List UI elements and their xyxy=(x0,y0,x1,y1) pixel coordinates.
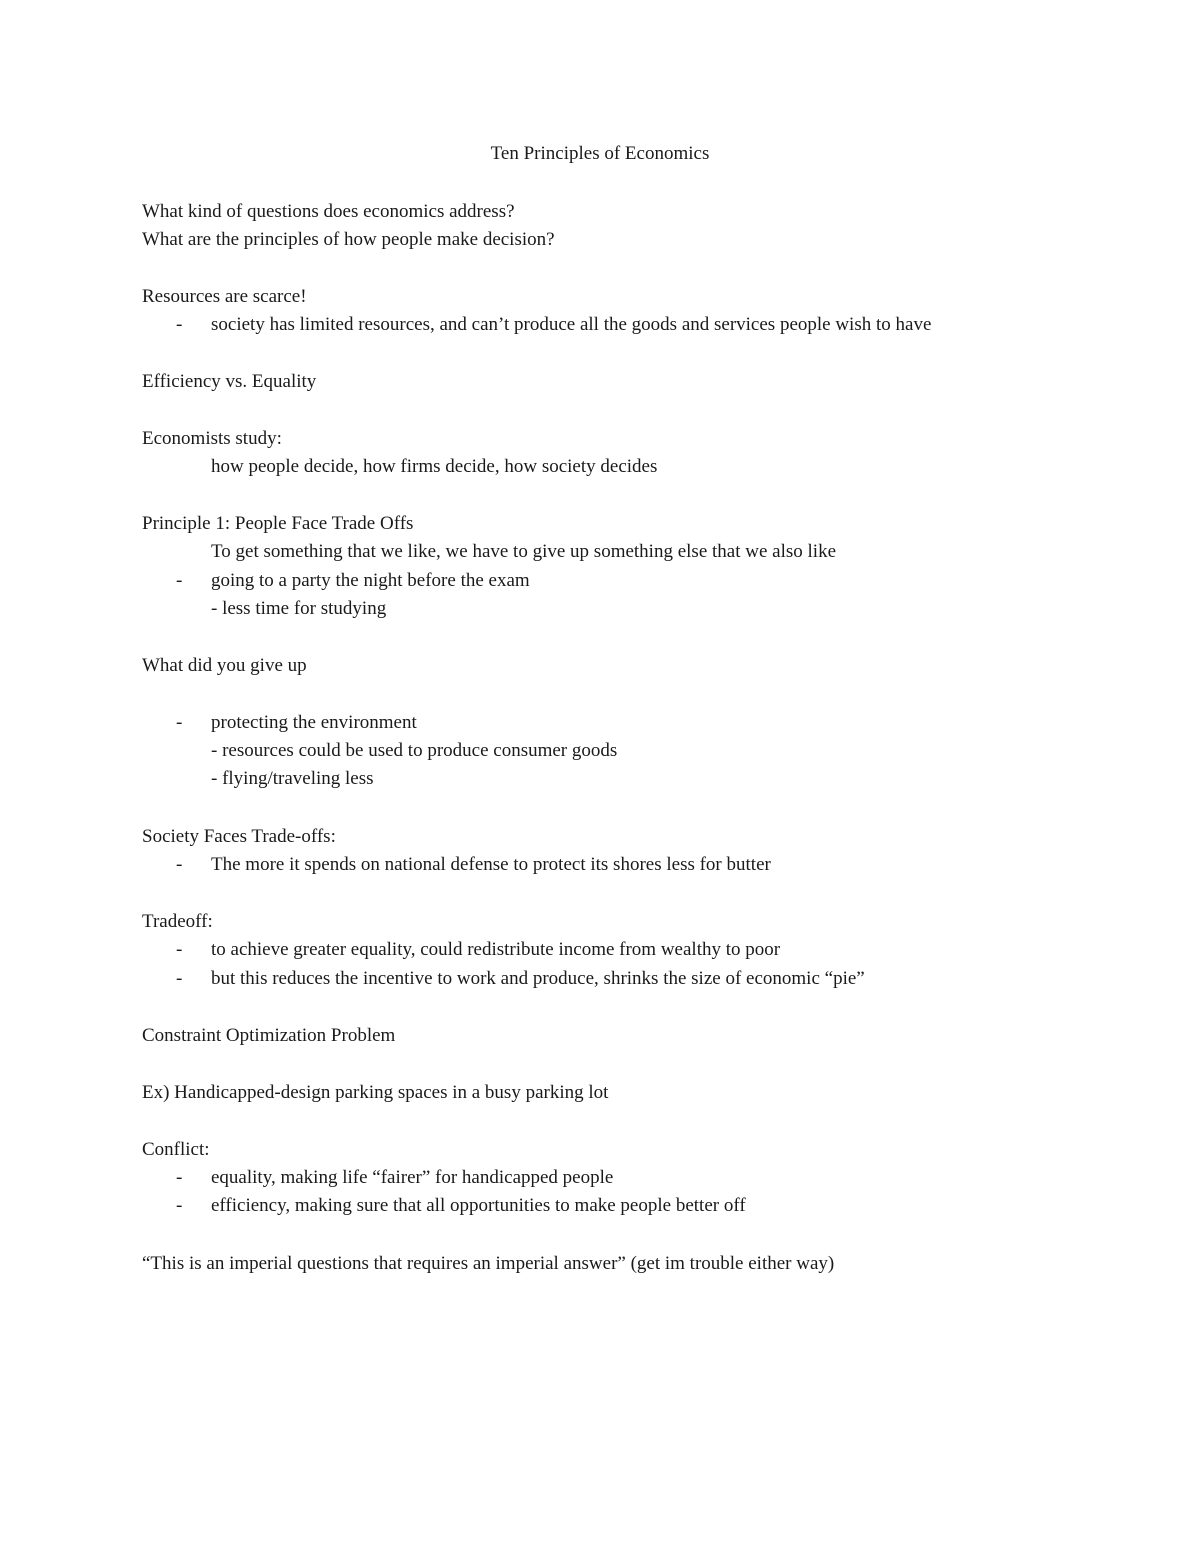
give-up-bullet-marker: - xyxy=(176,712,183,733)
society-bullet-marker: - xyxy=(176,854,183,875)
closing-quote: “This is an imperial questions that requires an imperial answer” (get im trouble either way) xyxy=(142,1253,835,1274)
scarcity-bullet-marker: - xyxy=(176,314,183,335)
give-up-heading: What did you give up xyxy=(142,655,307,676)
give-up-sub-1: - resources could be used to produce consumer goods xyxy=(211,740,618,761)
conflict-bullet-marker-2: - xyxy=(176,1195,183,1216)
tradeoff-bullet-marker-1: - xyxy=(176,939,183,960)
conflict-bullet-1: equality, making life “fairer” for handicapped people xyxy=(211,1167,614,1188)
tradeoff-bullet-1: to achieve greater equality, could redistribute income from wealthy to poor xyxy=(211,939,781,960)
intro-line-1: What kind of questions does economics address? xyxy=(142,201,515,222)
principle1-bullet: going to a party the night before the exam xyxy=(211,570,530,591)
economists-heading: Economists study: xyxy=(142,428,282,449)
scarcity-heading: Resources are scarce! xyxy=(142,286,307,307)
principle1-heading: Principle 1: People Face Trade Offs xyxy=(142,513,414,534)
tradeoff-bullet-marker-2: - xyxy=(176,968,183,989)
efficiency-heading: Efficiency vs. Equality xyxy=(142,371,317,392)
society-bullet: The more it spends on national defense to protect its shores less for butter xyxy=(211,854,771,875)
intro-line-2: What are the principles of how people make decision? xyxy=(142,229,555,250)
conflict-bullet-marker-1: - xyxy=(176,1167,183,1188)
principle1-sub: - less time for studying xyxy=(211,598,387,619)
scarcity-bullet: society has limited resources, and can’t produce all the goods and services people wish to have xyxy=(211,314,932,335)
give-up-bullet: protecting the environment xyxy=(211,712,417,733)
society-heading: Society Faces Trade-offs: xyxy=(142,826,336,847)
tradeoff-heading: Tradeoff: xyxy=(142,911,213,932)
principle1-body: To get something that we like, we have to give up something else that we also like xyxy=(211,541,836,562)
economists-body: how people decide, how firms decide, how society decides xyxy=(211,456,658,477)
conflict-heading: Conflict: xyxy=(142,1139,210,1160)
principle1-bullet-marker: - xyxy=(176,570,183,591)
constraint-heading: Constraint Optimization Problem xyxy=(142,1025,396,1046)
example-line: Ex) Handicapped-design parking spaces in a busy parking lot xyxy=(142,1082,609,1103)
conflict-bullet-2: efficiency, making sure that all opportunities to make people better off xyxy=(211,1195,746,1216)
give-up-sub-2: - flying/traveling less xyxy=(211,768,374,789)
tradeoff-bullet-2: but this reduces the incentive to work and produce, shrinks the size of economic “pie” xyxy=(211,968,865,989)
document-title: Ten Principles of Economics xyxy=(490,143,710,164)
